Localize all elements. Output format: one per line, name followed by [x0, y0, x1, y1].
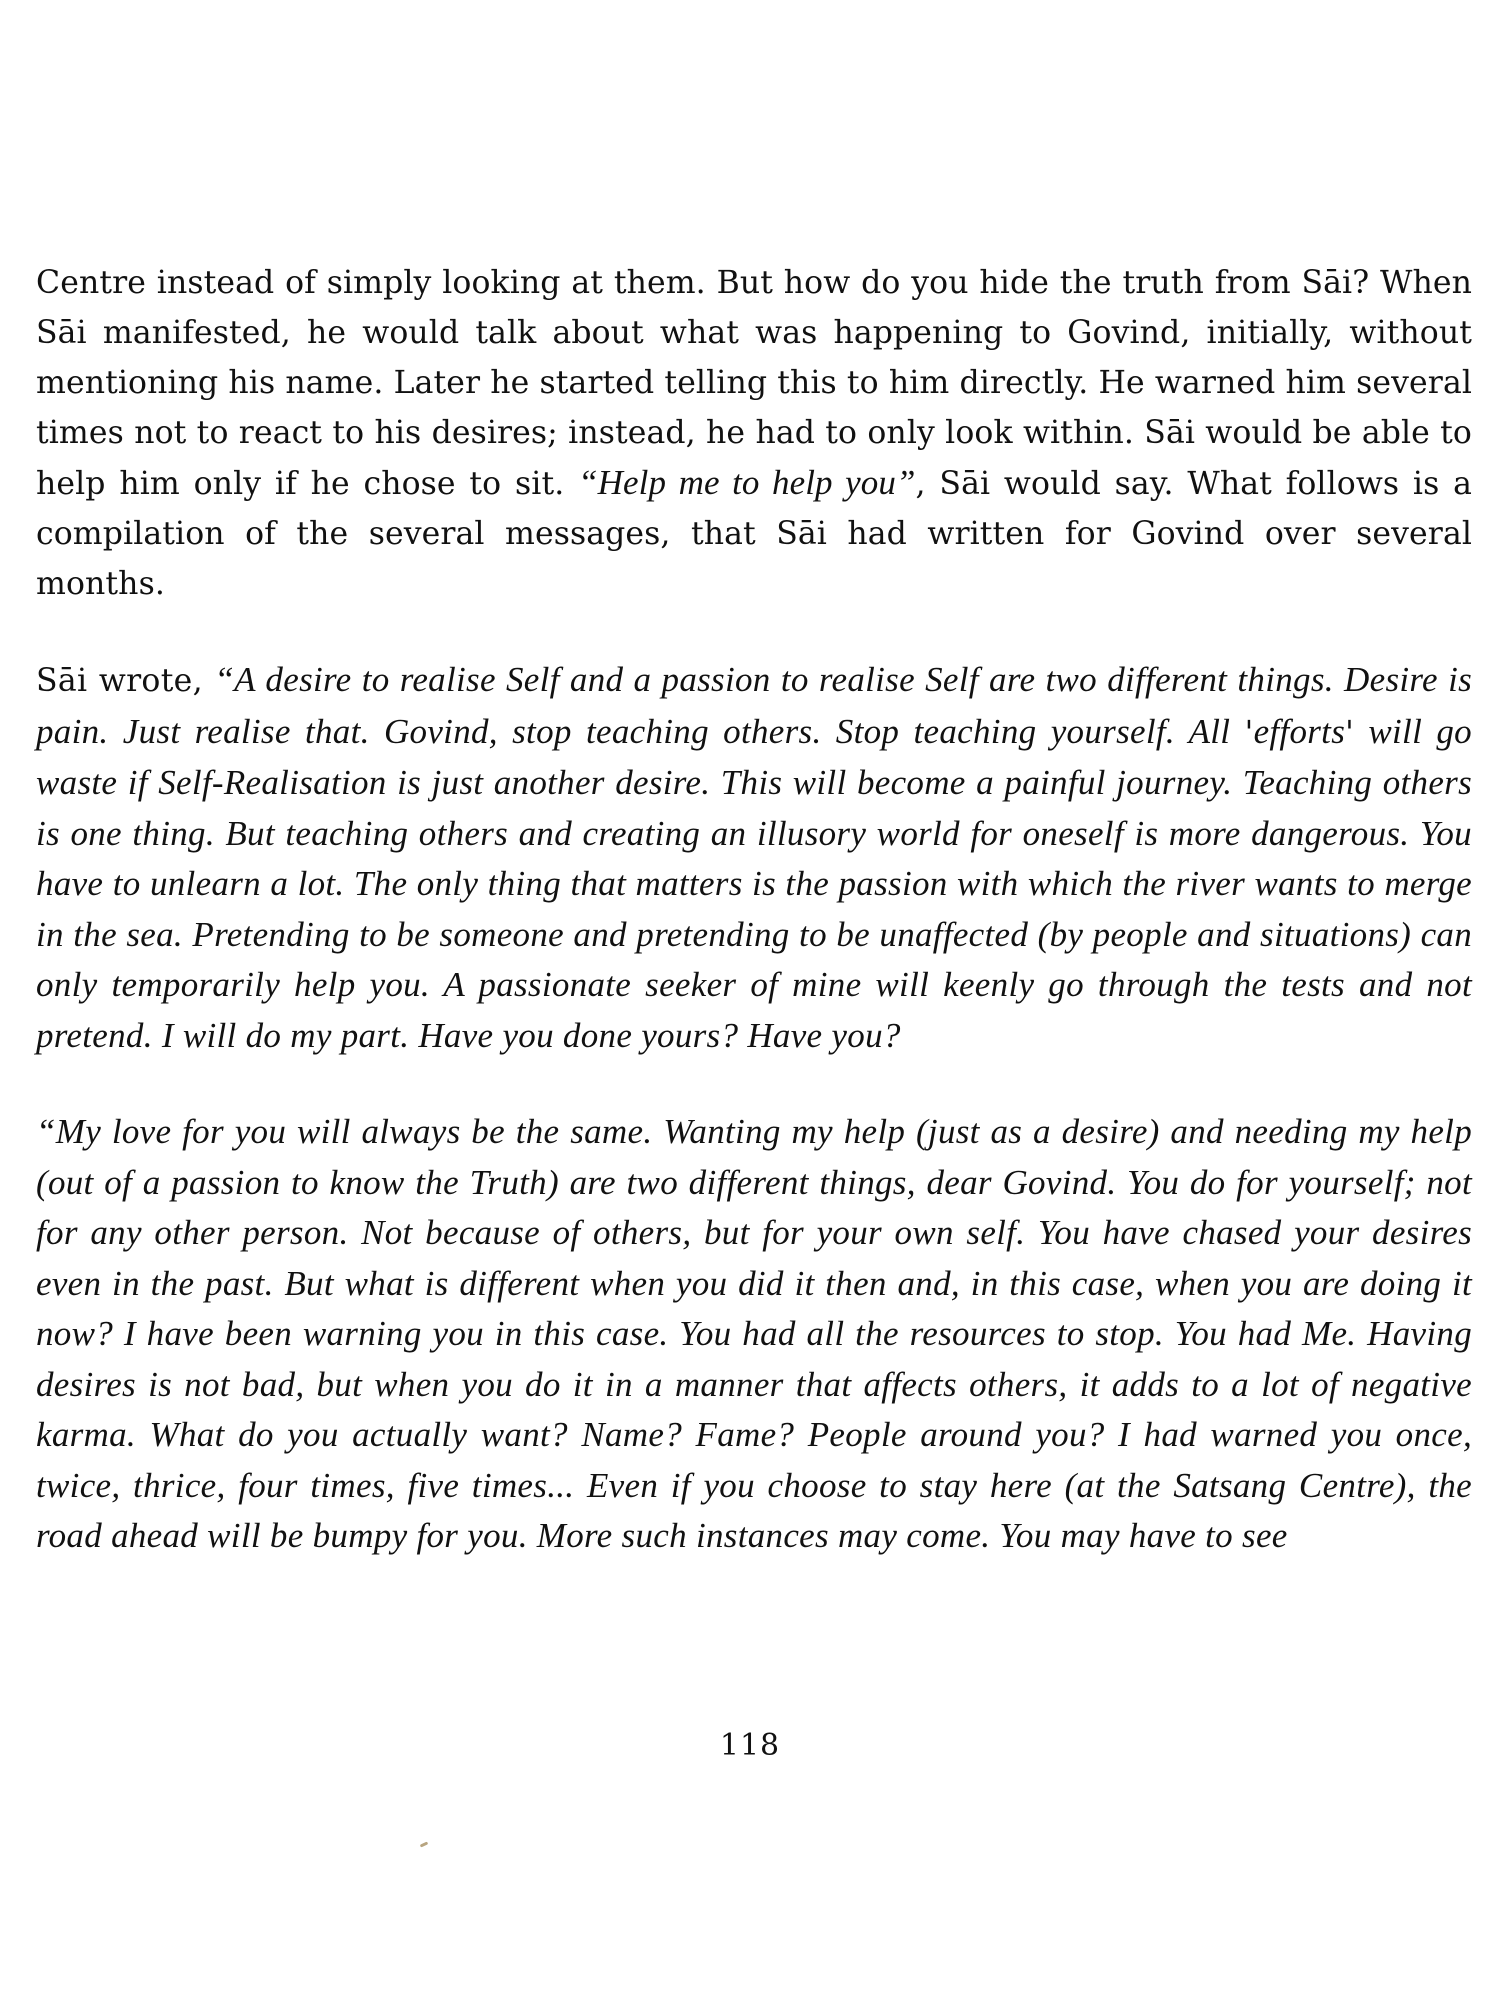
- page-number: 118: [719, 1728, 781, 1763]
- paragraph-message-2: “My love for you will always be the same. Wanting my help (just as a desire) and needing my help (out of a passion to know the Truth) are two different things, dear Govind. You do for yourself; not for any other person. Not because of others, but for your own self. You have chased your desires even in the past. But what is different when you did it then and, in this case, when you are doing it now? I have been warning you in this case. You had all the resources to stop. You had Me. Having desires is not bad, but when you do it in a manner that affects others, it adds to a lot of negative karma. What do you actually want? Name? Fame? People around you? I had warned you once, twice, thrice, four times, five times... Even if you choose to stay here (at the Satsang Centre), the road ahead will be bumpy for you. More such instances may come. You may have to see: [36, 1112, 1472, 1555]
- page-body: [36, 258, 1472, 1562]
- paper-speck: [420, 1841, 429, 1847]
- message-lead-in: Sāi wrote,: [36, 663, 215, 699]
- narrative-text: Centre instead of simply looking at them. But how do you hide the truth from Sāi? When Sāi manifested, he would talk about what was happening to Govind, initially, without mentioning his name. Later he started telling this to him directly. He warned him several times not to react to his desires; instead, he had to only look within. Sāi would be able to help him only if he chose to sit.: [36, 265, 1472, 502]
- message-text-part-3: will go waste if Self-Realisation is just another desire. This will become a painful journey. Teaching others is one thing. But teaching others and creating an illusory world for oneself is more dangerous. You have to unlearn a lot. The only thing that matters is the passion with which the river wants to merge in the sea. Pretending to be someone and pretending to be unaffected (by people and situations) can only temporarily help you. A passionate seeker of mine will keenly go through the tests and not pretend. I will do my part. Have you done yours? Have you?: [36, 711, 1472, 1055]
- quoted-phrase: “Help me to help you”: [578, 463, 916, 502]
- paragraph-spacer: [36, 609, 1472, 655]
- narrative-text-end: , Sāi would say. What follows is a compilation of the several messages, that Sāi had written for Govind over several months.: [36, 466, 1472, 602]
- message-text-part-1: “A desire to realise Self and a passion to realise Self are two different things. Desire is pain. Just realise that. Govind, stop teaching others. Stop teaching yourself. All: [36, 660, 1473, 751]
- quote-mark-close: ': [1345, 714, 1355, 751]
- paragraph-message-1: [36, 655, 1472, 1061]
- message-text-part-2: efforts: [1253, 711, 1346, 751]
- paragraph-narrative: [36, 258, 1472, 609]
- quote-mark-open: ': [1244, 714, 1254, 751]
- paragraph-spacer: [36, 1061, 1472, 1107]
